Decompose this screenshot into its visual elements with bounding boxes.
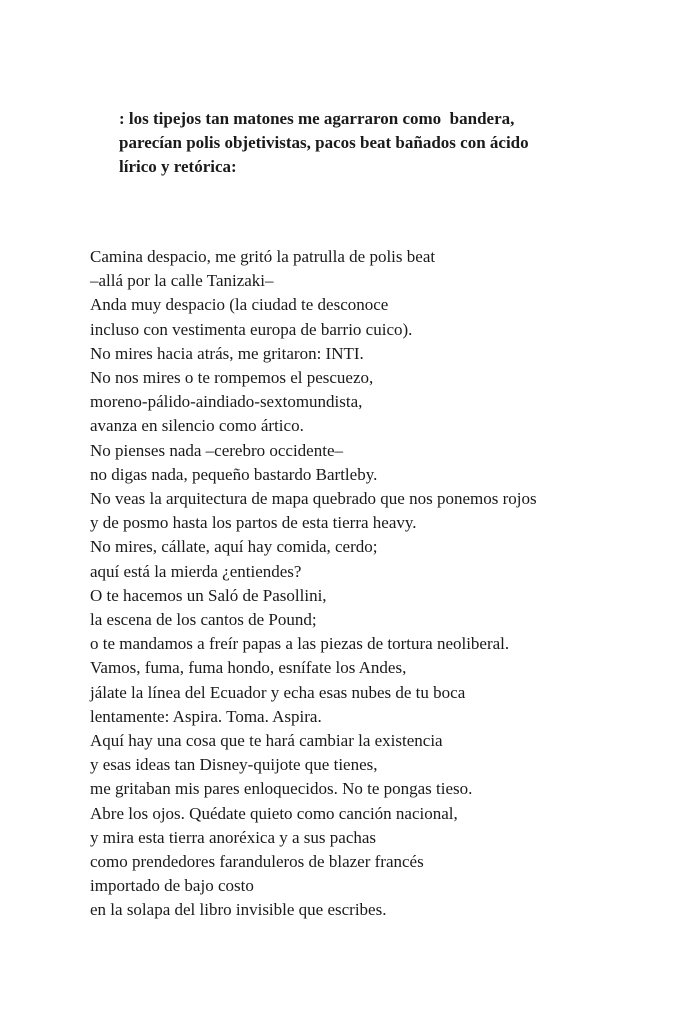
poem-line: avanza en silencio como ártico. (90, 416, 304, 436)
poem-line: o te mandamos a freír papas a las piezas de tortura neoliberal. (90, 634, 510, 654)
poem-line: No pienses nada –cerebro occidente– (90, 440, 343, 460)
poem-line: No mires, cállate, aquí hay comida, cerdo; (90, 537, 378, 557)
poem-line: Abre los ojos. Quédate quieto como canción nacional, (90, 803, 458, 823)
poem-line: como prendedores faranduleros de blazer francés (90, 852, 424, 872)
poem-line: y de posmo hasta los partos de esta tierra heavy. (90, 513, 417, 533)
poem-line: No mires hacia atrás, me gritaron: INTI. (90, 343, 364, 363)
poem-line: la escena de los cantos de Pound; (90, 610, 317, 630)
poem-body (90, 245, 660, 923)
poem-line: –allá por la calle Tanizaki– (90, 271, 274, 291)
poem-line: en la solapa del libro invisible que escribes. (90, 900, 387, 920)
poem-line: jálate la línea del Ecuador y echa esas nubes de tu boca (90, 682, 466, 702)
epigraph-line: lírico y retórica: (119, 157, 237, 176)
poem-line: No nos mires o te rompemos el pescuezo, (90, 368, 374, 388)
poem-line: Camina despacio, me gritó la patrulla de polis beat (90, 247, 436, 266)
poem-line: no digas nada, pequeño bastardo Bartleby. (90, 464, 378, 484)
poem-line: y mira esta tierra anoréxica y a sus pachas (90, 827, 377, 847)
poem-line: lentamente: Aspira. Toma. Aspira. (90, 706, 322, 726)
poem-line: Vamos, fuma, fuma hondo, esnífate los Andes, (90, 658, 407, 678)
poem-line: y esas ideas tan Disney-quijote que tienes, (90, 755, 378, 775)
poem-line: No veas la arquitectura de mapa quebrado que nos ponemos rojos (90, 489, 537, 509)
poem-line: incluso con vestimenta europa de barrio cuico). (90, 319, 413, 339)
poem-line: Anda muy despacio (la ciudad te desconoce (90, 295, 389, 315)
epigraph (119, 107, 639, 179)
poem-line: Aquí hay una cosa que te hará cambiar la existencia (90, 731, 443, 751)
poem-line: aquí está la mierda ¿entiendes? (90, 561, 302, 581)
poem-line: me gritaban mis pares enloquecidos. No te pongas tieso. (90, 779, 473, 799)
poem-line: importado de bajo costo (90, 876, 254, 896)
epigraph-line: parecían polis objetivistas, pacos beat bañados con ácido (119, 133, 529, 152)
epigraph-line: : los tipejos tan matones me agarraron como bandera, (119, 109, 515, 128)
poem-line: O te hacemos un Saló de Pasollini, (90, 585, 327, 605)
poem-line: moreno-pálido-aindiado-sextomundista, (90, 392, 363, 412)
